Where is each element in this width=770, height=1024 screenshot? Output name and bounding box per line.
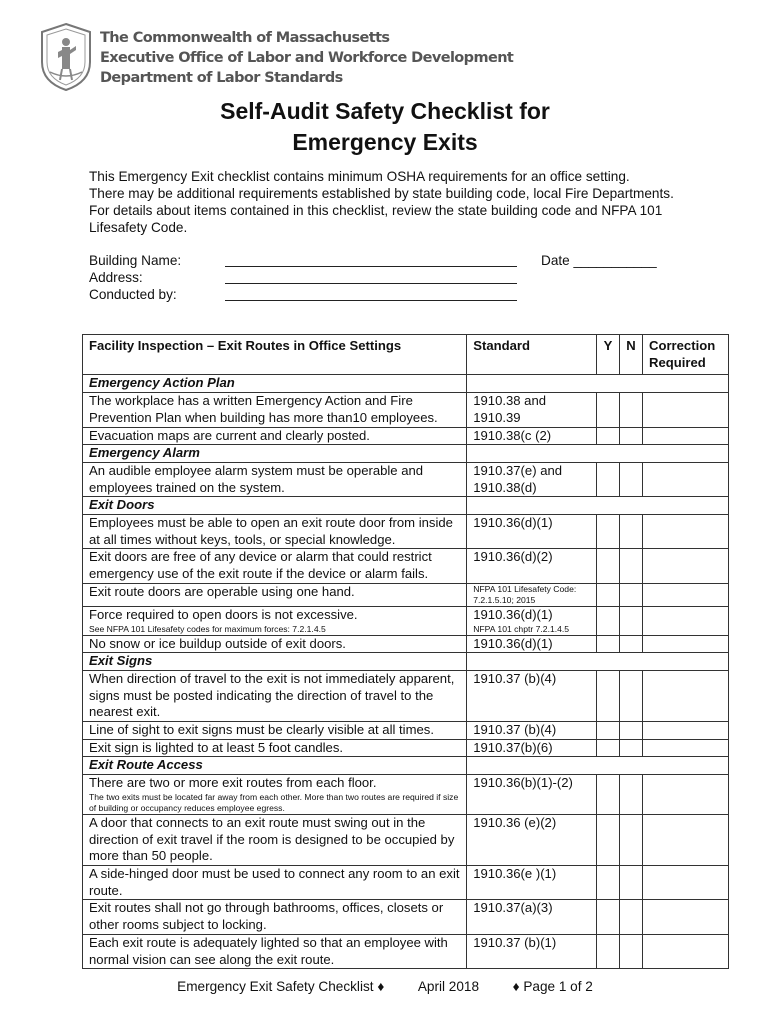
section-title: Exit Doors xyxy=(83,497,467,515)
yes-checkbox[interactable] xyxy=(597,606,620,635)
standard-cell: 1910.38(c (2) xyxy=(467,427,597,445)
checklist-item: A side-hinged door must be used to connect any room to an exit route. xyxy=(83,865,467,899)
yes-checkbox[interactable] xyxy=(597,739,620,757)
section-row xyxy=(83,445,729,463)
table-row xyxy=(83,549,729,583)
table-row xyxy=(83,739,729,757)
agency-name xyxy=(100,28,513,88)
table-row xyxy=(83,606,729,635)
table-row xyxy=(83,670,729,721)
section-row xyxy=(83,497,729,515)
checklist-item: No snow or ice buildup outside of exit doors. xyxy=(83,635,467,653)
section-row xyxy=(83,757,729,775)
checklist-item: The workplace has a written Emergency Action and Fire Prevention Plan when building has more than10 employees. xyxy=(83,393,467,427)
column-header-yes: Y xyxy=(597,335,620,375)
table-row xyxy=(83,722,729,740)
standard-value: 1910.36(d)(1) xyxy=(473,606,553,622)
checklist-item: Exit sign is lighted to at least 5 foot candles. xyxy=(83,739,467,757)
no-checkbox[interactable] xyxy=(620,722,643,740)
footer-doc-name: Emergency Exit Safety Checklist ♦ xyxy=(177,979,385,994)
correction-cell[interactable] xyxy=(643,865,729,899)
no-checkbox[interactable] xyxy=(620,393,643,427)
standard-note: NFPA 101 chptr 7.2.1.4.5 xyxy=(473,623,570,634)
checklist-item: Each exit route is adequately lighted so that an employee with normal vision can see along the exit route. xyxy=(83,934,467,968)
no-checkbox[interactable] xyxy=(620,635,643,653)
yes-checkbox[interactable] xyxy=(597,635,620,653)
no-checkbox[interactable] xyxy=(620,775,643,815)
correction-cell[interactable] xyxy=(643,814,729,865)
correction-cell[interactable] xyxy=(643,739,729,757)
address-field[interactable] xyxy=(225,283,517,284)
table-row xyxy=(83,865,729,899)
footer-date: April 2018 xyxy=(417,979,480,994)
table-row xyxy=(83,900,729,934)
item-note: The two exits must be located far away from each other. More than two routes are required if size of building or occupancy reduces employee egress. xyxy=(89,791,459,813)
section-title: Emergency Action Plan xyxy=(83,375,467,393)
yes-checkbox[interactable] xyxy=(597,900,620,934)
table-row xyxy=(83,814,729,865)
standard-note: NFPA 101 Lifesafety Code: 7.2.1.5.10; 2015 xyxy=(473,583,577,605)
yes-checkbox[interactable] xyxy=(597,583,620,606)
checklist-item: Force required to open doors is not excessive. xyxy=(89,606,358,622)
no-checkbox[interactable] xyxy=(620,515,643,549)
page-footer xyxy=(0,979,770,994)
correction-cell[interactable] xyxy=(643,583,729,606)
correction-cell[interactable] xyxy=(643,427,729,445)
no-checkbox[interactable] xyxy=(620,739,643,757)
table-row xyxy=(83,635,729,653)
checklist-item-cell xyxy=(83,775,467,815)
yes-checkbox[interactable] xyxy=(597,515,620,549)
standard-cell: 1910.36(e )(1) xyxy=(467,865,597,899)
checklist-item: Line of sight to exit signs must be clearly visible at all times. xyxy=(83,722,467,740)
intro-line: Lifesafety Code. xyxy=(89,220,188,235)
table-row xyxy=(83,393,729,427)
checklist-item: Exit route doors are operable using one hand. xyxy=(83,583,467,606)
yes-checkbox[interactable] xyxy=(597,934,620,968)
correction-cell[interactable] xyxy=(643,393,729,427)
title-line: Emergency Exits xyxy=(292,129,478,155)
table-row xyxy=(83,427,729,445)
yes-checkbox[interactable] xyxy=(597,814,620,865)
correction-cell[interactable] xyxy=(643,549,729,583)
date-field[interactable]: Date ___________ xyxy=(541,253,657,268)
checklist-table xyxy=(82,334,729,969)
standard-cell: 1910.36(d)(1) xyxy=(467,515,597,549)
checklist-item: When direction of travel to the exit is not immediately apparent, signs must be posted indicating the direction of travel to the nearest exit. xyxy=(83,670,467,721)
item-note: See NFPA 101 Lifesafety codes for maximum forces: 7.2.1.4.5 xyxy=(89,623,326,634)
intro-line: For details about items contained in this checklist, review the state building code and NFPA 101 xyxy=(89,203,663,218)
correction-cell[interactable] xyxy=(643,775,729,815)
checklist-item-cell xyxy=(83,606,467,635)
no-checkbox[interactable] xyxy=(620,670,643,721)
yes-checkbox[interactable] xyxy=(597,722,620,740)
standard-cell: 1910.36(d)(1) xyxy=(467,635,597,653)
table-row xyxy=(83,934,729,968)
standard-cell: 1910.37(e) and 1910.38(d) xyxy=(467,462,597,496)
table-row xyxy=(83,515,729,549)
title-line: Self-Audit Safety Checklist for xyxy=(220,98,550,124)
correction-cell[interactable] xyxy=(643,515,729,549)
conducted-by-field[interactable] xyxy=(225,300,517,301)
standard-cell: 1910.37(b)(6) xyxy=(467,739,597,757)
correction-cell[interactable] xyxy=(643,462,729,496)
address-label: Address: xyxy=(89,270,143,285)
column-header-item: Facility Inspection – Exit Routes in Office Settings xyxy=(83,335,467,375)
checklist-item: A door that connects to an exit route must swing out in the direction of exit travel if the room is designed to be occupied by more than 50 people. xyxy=(83,814,467,865)
column-header-no: N xyxy=(620,335,643,375)
section-title: Exit Signs xyxy=(83,653,467,671)
no-checkbox[interactable] xyxy=(620,900,643,934)
intro-line: This Emergency Exit checklist contains minimum OSHA requirements for an office setting. xyxy=(89,169,630,184)
checklist-item: Exit routes shall not go through bathrooms, offices, closets or other rooms subject to locking. xyxy=(83,900,467,934)
agency-line: Department of Labor Standards xyxy=(100,70,343,86)
section-row xyxy=(83,375,729,393)
standard-cell: 1910.37 (b)(1) xyxy=(467,934,597,968)
conducted-by-label: Conducted by: xyxy=(89,287,177,302)
standard-cell: 1910.37 (b)(4) xyxy=(467,722,597,740)
yes-checkbox[interactable] xyxy=(597,462,620,496)
building-name-field[interactable] xyxy=(225,266,517,267)
section-row xyxy=(83,653,729,671)
agency-line: The Commonwealth of Massachusetts xyxy=(100,30,390,46)
standard-cell xyxy=(467,583,597,606)
no-checkbox[interactable] xyxy=(620,462,643,496)
table-row xyxy=(83,775,729,815)
correction-cell[interactable] xyxy=(643,670,729,721)
checklist-item: There are two or more exit routes from each floor. xyxy=(89,775,377,791)
standard-cell: 1910.36(b)(1)-(2) xyxy=(467,775,597,815)
yes-checkbox[interactable] xyxy=(597,670,620,721)
intro-text xyxy=(89,168,709,236)
yes-checkbox[interactable] xyxy=(597,865,620,899)
standard-cell: 1910.36 (e)(2) xyxy=(467,814,597,865)
column-header-correction: Correction Required xyxy=(643,335,729,375)
page-title xyxy=(0,96,770,158)
form-fields xyxy=(89,252,709,303)
footer-page-number: ♦ Page 1 of 2 xyxy=(512,979,593,994)
standard-cell: 1910.37(a)(3) xyxy=(467,900,597,934)
standard-cell: 1910.36(d)(2) xyxy=(467,549,597,583)
no-checkbox[interactable] xyxy=(620,427,643,445)
letterhead xyxy=(38,18,514,94)
checklist-item: Exit doors are free of any device or alarm that could restrict emergency use of the exit route if the device or alarm fails. xyxy=(83,549,467,583)
no-checkbox[interactable] xyxy=(620,814,643,865)
table-row xyxy=(83,462,729,496)
table-header-row xyxy=(83,335,729,375)
yes-checkbox[interactable] xyxy=(597,775,620,815)
standard-cell: 1910.38 and 1910.39 xyxy=(467,393,597,427)
yes-checkbox[interactable] xyxy=(597,549,620,583)
yes-checkbox[interactable] xyxy=(597,393,620,427)
intro-line: There may be additional requirements established by state building code, local Fire Departments. xyxy=(89,186,674,201)
no-checkbox[interactable] xyxy=(620,934,643,968)
yes-checkbox[interactable] xyxy=(597,427,620,445)
checklist-item: Employees must be able to open an exit route door from inside at all times without keys, tools, or special knowledge. xyxy=(83,515,467,549)
column-header-standard: Standard xyxy=(467,335,597,375)
massachusetts-seal-icon xyxy=(38,22,94,92)
checklist-item: Evacuation maps are current and clearly posted. xyxy=(83,427,467,445)
no-checkbox[interactable] xyxy=(620,549,643,583)
section-title: Emergency Alarm xyxy=(83,445,467,463)
no-checkbox[interactable] xyxy=(620,865,643,899)
standard-cell: 1910.37 (b)(4) xyxy=(467,670,597,721)
correction-cell[interactable] xyxy=(643,606,729,635)
correction-cell[interactable] xyxy=(643,635,729,653)
building-name-label: Building Name: xyxy=(89,253,182,268)
no-checkbox[interactable] xyxy=(620,606,643,635)
agency-line: Executive Office of Labor and Workforce Development xyxy=(100,50,514,66)
correction-cell[interactable] xyxy=(643,900,729,934)
checklist-item: An audible employee alarm system must be operable and employees trained on the system. xyxy=(83,462,467,496)
standard-cell xyxy=(467,606,597,635)
table-row xyxy=(83,583,729,606)
correction-cell[interactable] xyxy=(643,934,729,968)
correction-cell[interactable] xyxy=(643,722,729,740)
section-title: Exit Route Access xyxy=(83,757,467,775)
no-checkbox[interactable] xyxy=(620,583,643,606)
